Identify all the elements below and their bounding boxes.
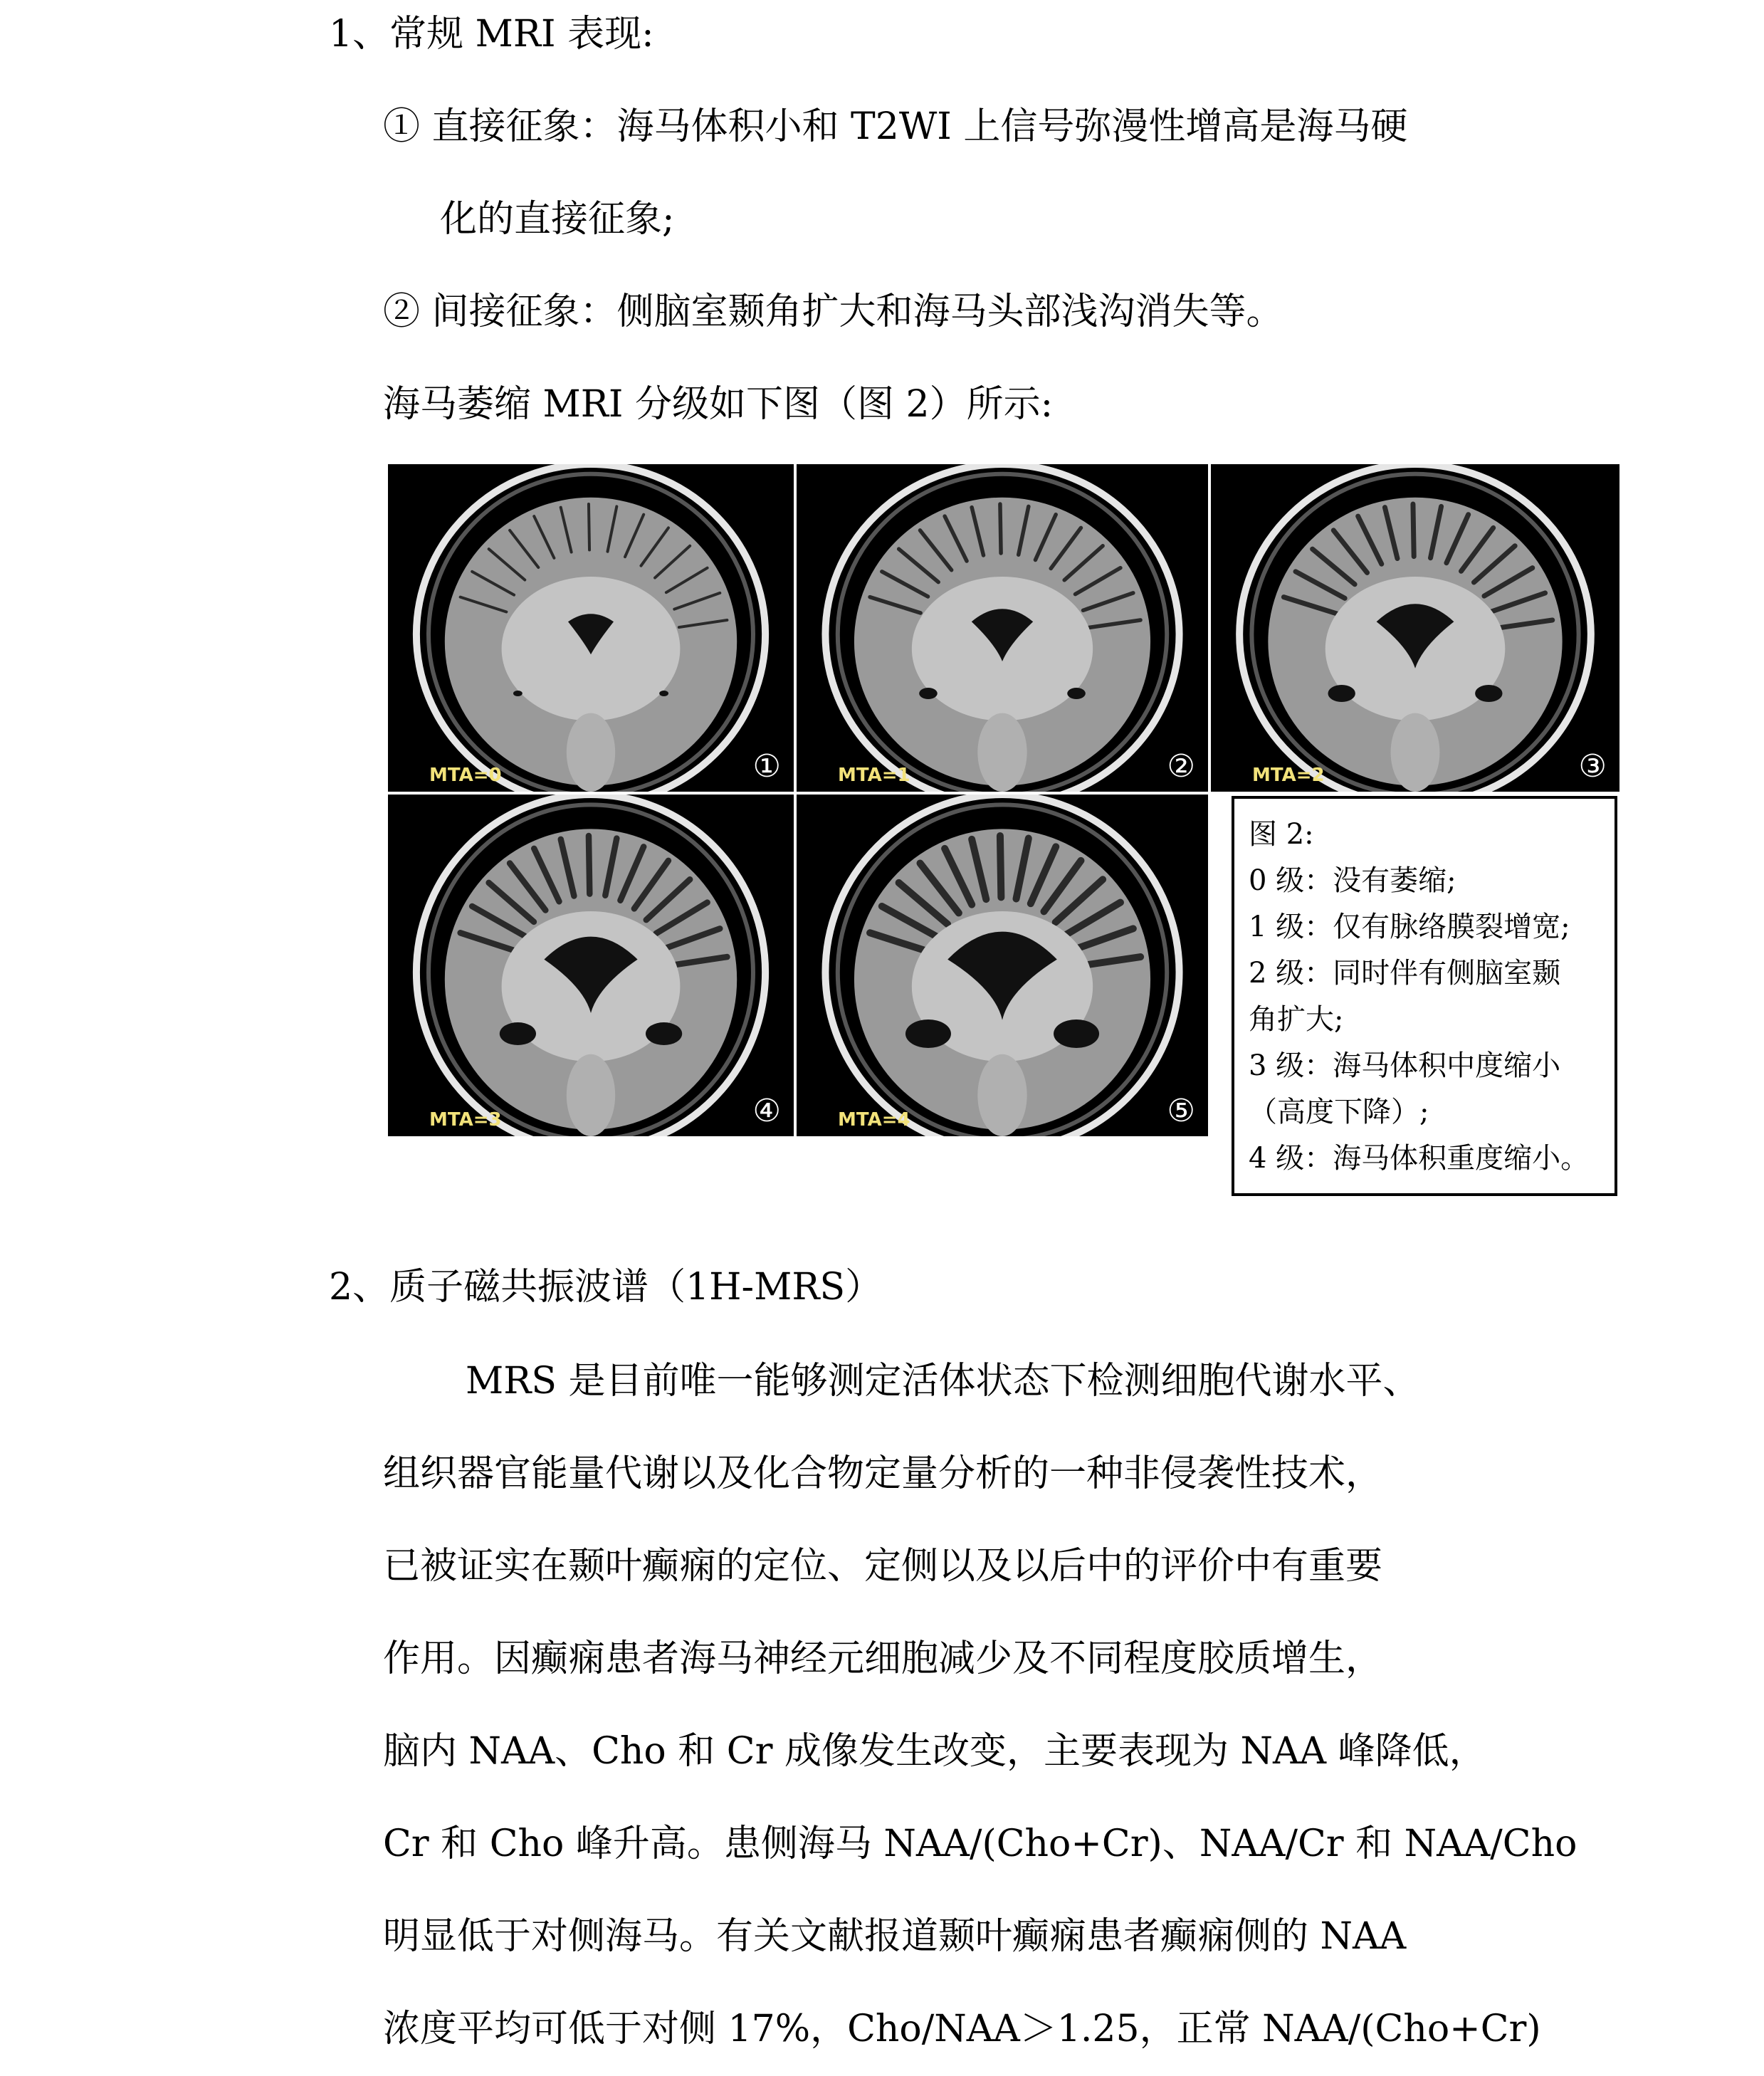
brainstem (567, 713, 615, 792)
paragraph-line: MRS 是目前唯一能够测定活体状态下检测细胞代谢水平、 (466, 1360, 1420, 1403)
mta-label: MTA=4 (838, 1109, 910, 1131)
paragraph-line: 浓度平均可低于对侧 17%，Cho/NAA＞1.25，正常 NAA/(Cho+Cr) (383, 2008, 1541, 2050)
paragraph-line: 作用。因癫痫患者海马神经元细胞减少及不同程度胶质增生， (383, 1637, 1383, 1680)
section2-heading: 2、质子磁共振波谱（1H-MRS） (329, 1266, 883, 1309)
temporal-horn (1067, 688, 1086, 699)
panel-number: ③ (1578, 748, 1607, 785)
panel-number: ② (1167, 748, 1195, 785)
paragraph-line: 脑内 NAA、Cho 和 Cr 成像发生改变，主要表现为 NAA 峰降低， (383, 1730, 1486, 1773)
mta-label: MTA=1 (838, 765, 910, 786)
legend-line: 2 级：同时伴有侧脑室颞 (1249, 957, 1561, 990)
brainstem (567, 1054, 615, 1136)
legend-line: 4 级：海马体积重度缩小。 (1249, 1142, 1590, 1175)
temporal-horn (1054, 1019, 1099, 1048)
mri-image-2 (797, 464, 1208, 792)
mri-image-4 (388, 795, 794, 1136)
mri-panel-2 (797, 464, 1208, 792)
temporal-horn (905, 1019, 951, 1048)
temporal-horn (513, 691, 523, 696)
direct-sign-line2: 化的直接征象; (440, 198, 675, 241)
mta-label: MTA=0 (429, 765, 502, 786)
mri-panel-5 (797, 795, 1208, 1136)
direct-sign-line1: ① 直接征象：海马体积小和 T2WI 上信号弥漫性增高是海马硬 (383, 105, 1408, 148)
indirect-sign: ② 间接征象：侧脑室颞角扩大和海马头部浅沟消失等。 (383, 290, 1283, 333)
legend-title: 图 2: (1249, 818, 1314, 851)
legend-line: 0 级：没有萎缩; (1249, 864, 1456, 897)
mri-panel-4 (388, 795, 794, 1136)
legend-line: 3 级：海马体积中度缩小 (1249, 1049, 1561, 1082)
panel-number: ④ (752, 1093, 781, 1129)
figure-intro: 海马萎缩 MRI 分级如下图（图 2）所示: (383, 383, 1054, 426)
brainstem (1391, 713, 1440, 792)
mri-image-3 (1211, 464, 1619, 792)
brainstem (977, 1054, 1027, 1136)
paragraph-line: 已被证实在颞叶癫痫的定位、定侧以及以后中的评价中有重要 (383, 1545, 1383, 1588)
panel-number: ① (752, 748, 781, 785)
brainstem (977, 713, 1027, 792)
temporal-horn (500, 1022, 536, 1045)
temporal-horn (659, 691, 668, 696)
mta-label: MTA=3 (429, 1109, 502, 1131)
legend-line: 角扩大; (1249, 1003, 1344, 1036)
paragraph-line: 明显低于对侧海马。有关文献报道颞叶癫痫患者癫痫侧的 NAA (383, 1915, 1407, 1958)
panel-number: ⑤ (1167, 1093, 1195, 1129)
temporal-horn (1475, 685, 1502, 702)
temporal-horn (1328, 685, 1355, 702)
mri-image-1 (388, 464, 794, 792)
temporal-horn (919, 688, 938, 699)
mri-panel-1 (388, 464, 794, 792)
legend-line: 1 级：仅有脉络膜裂增宽; (1249, 911, 1570, 943)
figure-legend (1232, 796, 1617, 1196)
paragraph-line: 组织器官能量代谢以及化合物定量分析的一种非侵袭性技术， (383, 1452, 1383, 1495)
mri-image-5 (797, 795, 1208, 1136)
legend-line: （高度下降）; (1249, 1096, 1429, 1128)
mri-panel-3 (1211, 464, 1619, 792)
section1-heading: 1、常规 MRI 表现: (329, 13, 654, 56)
temporal-horn (646, 1022, 682, 1045)
paragraph-line: Cr 和 Cho 峰升高。患侧海马 NAA/(Cho+Cr)、NAA/Cr 和 NAA/Cho (383, 1823, 1577, 1865)
mta-label: MTA=2 (1252, 765, 1325, 786)
